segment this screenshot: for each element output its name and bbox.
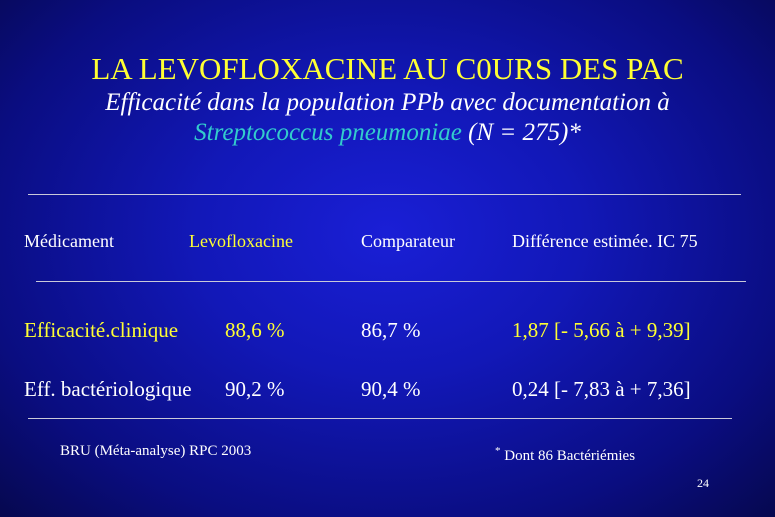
header-difference: Différence estimée. IC 75 [512, 231, 698, 251]
subtitle-organism: Streptococcus pneumoniae [194, 119, 462, 146]
divider-middle [36, 281, 746, 282]
header-comparator: Comparateur [361, 231, 455, 251]
row-bacterio-label: Eff. bactériologique [24, 377, 192, 401]
header-levofloxacine: Levofloxacine [189, 231, 293, 251]
footnote [495, 447, 635, 465]
subtitle-suffix: (N = 275)* [461, 119, 581, 146]
header-drug: Médicament [24, 231, 114, 251]
page-number: 24 [697, 476, 709, 490]
row-clinical-comparator: 86,7 % [361, 318, 421, 342]
divider-top [28, 194, 741, 195]
footnote-marker: * [495, 445, 501, 457]
slide-title: LA LEVOFLOXACINE AU C0URS DES PAC [91, 51, 684, 86]
subtitle-line-2 [0, 118, 775, 148]
subtitle-line-1: Efficacité dans la population PPb avec documentation à [105, 89, 670, 116]
slide-subtitle [0, 88, 775, 148]
row-bacterio-levo: 90,2 % [225, 377, 285, 401]
row-bacterio-comparator: 90,4 % [361, 377, 421, 401]
row-clinical-difference: 1,87 [- 5,66 à + 9,39] [512, 318, 691, 342]
divider-bottom [28, 418, 732, 419]
row-clinical-label: Efficacité.clinique [24, 318, 179, 342]
row-clinical-levo: 88,6 % [225, 318, 285, 342]
source-citation: BRU (Méta-analyse) RPC 2003 [60, 443, 252, 459]
footnote-text: Dont 86 Bactériémies [500, 448, 636, 464]
row-bacterio-difference: 0,24 [- 7,83 à + 7,36] [512, 377, 691, 401]
